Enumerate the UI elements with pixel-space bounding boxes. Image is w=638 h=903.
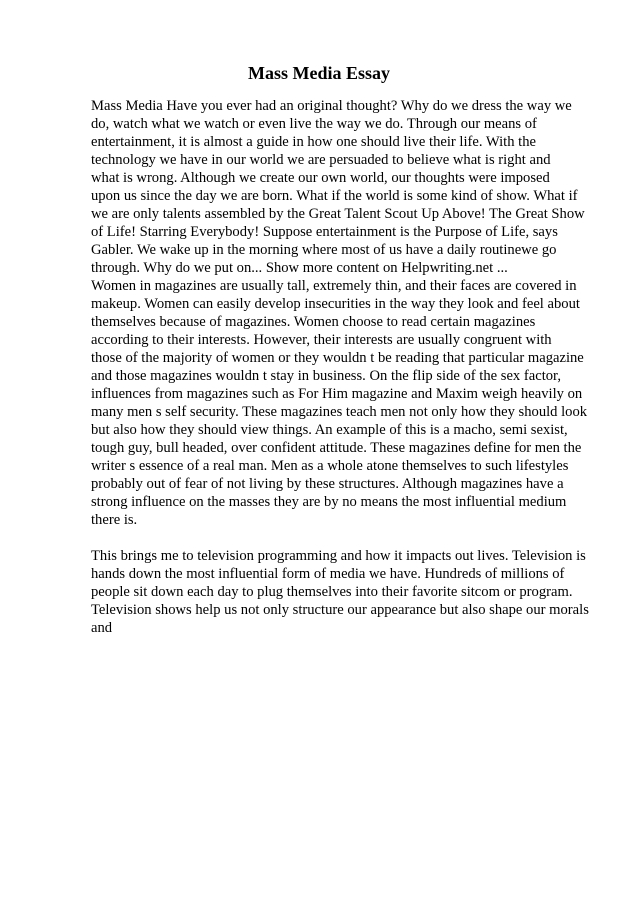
text-line: upon us since the day we are born. What if the world is some kind of show. What if (91, 188, 578, 204)
text-line: makeup. Women can easily develop insecurities in the way they look and feel about (91, 296, 580, 312)
text-line: influences from magazines such as For Him magazine and Maxim weigh heavily on (91, 386, 583, 402)
text-line: Television shows help us not only structure our appearance but also shape our morals (91, 602, 589, 618)
text-line: writer s essence of a real man. Men as a whole atone themselves to such lifestyles (91, 458, 569, 474)
text-line: tough guy, bull headed, over confident attitude. These magazines define for men the (91, 440, 582, 456)
text-line: those of the majority of women or they wouldn t be reading that particular magazine (91, 350, 584, 366)
text-line: many men s self security. These magazines teach men not only how they should look (91, 404, 588, 420)
text-line: we are only talents assembled by the Great Talent Scout Up Above! The Great Show (91, 206, 585, 222)
text-line: and (91, 620, 113, 636)
text-line: but also how they should view things. An example of this is a macho, semi sexist, (91, 422, 568, 438)
text-line: probably out of fear of not living by these structures. Although magazines have a (91, 476, 564, 492)
text-line: of Life! Starring Everybody! Suppose entertainment is the Purpose of Life, says (91, 224, 558, 240)
text-line: Gabler. We wake up in the morning where most of us have a daily routinewe go (91, 242, 557, 258)
text-line: and those magazines wouldn t stay in business. On the flip side of the sex factor, (91, 368, 561, 384)
text-line: hands down the most influential form of media we have. Hundreds of millions of (91, 566, 565, 582)
text-line: what is wrong. Although we create our own world, our thoughts were imposed (91, 170, 550, 186)
text-line: technology we have in our world we are persuaded to believe what is right and (91, 152, 551, 168)
text-line: do, watch what we watch or even live the way we do. Through our means of (91, 116, 537, 132)
text-line: strong influence on the masses they are by no means the most influential medium (91, 494, 567, 510)
text-line: through. Why do we put on... Show more content on Helpwriting.net ... (91, 260, 508, 276)
paragraph-gap (91, 529, 591, 547)
essay-body (91, 97, 591, 637)
text-line: people sit down each day to plug themselves into their favorite sitcom or program. (91, 584, 573, 600)
text-line: Mass Media Have you ever had an original thought? Why do we dress the way we (91, 98, 572, 114)
text-line: Women in magazines are usually tall, extremely thin, and their faces are covered in (91, 278, 577, 294)
text-line: This brings me to television programming and how it impacts out lives. Television is (91, 548, 586, 564)
page-title: Mass Media Essay (247, 63, 390, 83)
paragraph-1 (91, 97, 591, 529)
text-line: themselves because of magazines. Women choose to read certain magazines (91, 314, 536, 330)
paragraph-2 (91, 547, 591, 637)
text-line: according to their interests. However, their interests are usually congruent with (91, 332, 552, 348)
text-line: there is. (91, 512, 138, 528)
text-line: entertainment, it is almost a guide in how one should live their life. With the (91, 134, 536, 150)
